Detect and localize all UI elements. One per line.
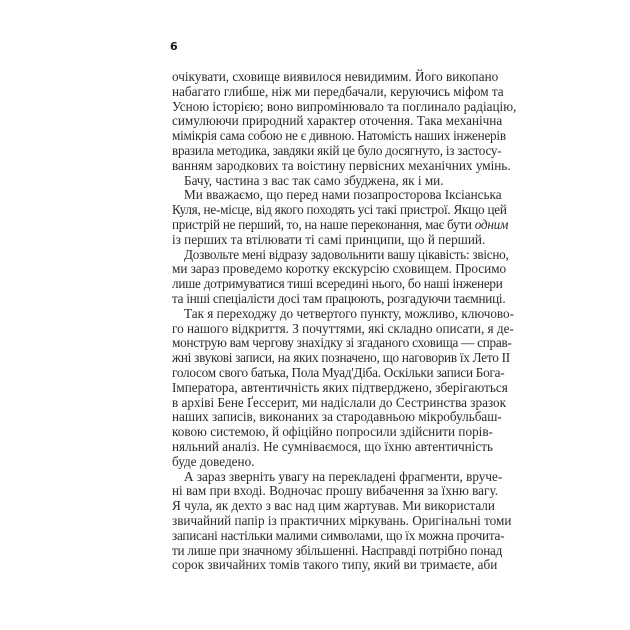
text-line: в архіві Бене Ґессерит, ми надіслали до Сестринства зразок <box>172 394 507 410</box>
text-line-segment: пристрій не перший, то, на наше переконання, має бути <box>172 216 475 232</box>
text-line: ми зараз проведемо коротку екскурсію сховищем. Просимо <box>172 261 507 277</box>
text-line: Дозвольте мені відразу задовольнити вашу цікавість: звісно, <box>184 246 509 262</box>
text-line: ковою системою, й офіційно попросили здійснити порів- <box>172 424 493 440</box>
text-line: записані настільки малими символами, що їх можна прочита- <box>172 527 505 543</box>
text-line: набагато глибше, ніж ми передбачали, керуючись міфом та <box>172 83 504 99</box>
text-line: мімікрія сама собою не є дивною. Натомість наших інженерів <box>172 128 506 144</box>
text-line: ти лише при значному збільшенні. Насправді потрібно понад <box>172 542 503 558</box>
text-line: симулюючи природний характер оточення. Така механічна <box>172 113 503 129</box>
text-line: монструю вам чергову знахідку зі згаданого сховища — справ- <box>172 335 512 351</box>
text-line: із перших та втілювати ті самі принципи, що й перший. <box>172 231 486 247</box>
text-line: звичайний папір із практичних міркувань. Оригінальні томи <box>172 512 512 528</box>
text-line: Імператора, автентичність яких підтверджено, зберігаються <box>172 379 508 395</box>
text-line: Так я переходжу до четвертого пункту, можливо, ключово- <box>184 305 515 321</box>
text-line: вразила методика, завдяки якій це було досягнуто, із застосу- <box>172 142 502 158</box>
text-line: ні вам при вході. Водночас прошу вибачення за їхню вагу. <box>172 483 499 499</box>
text-line: буде доведено. <box>172 453 255 469</box>
text-line: Ми вважаємо, що перед нами позапросторова Іксіанська <box>184 187 502 203</box>
text-line: наших записів, виконаних за стародавньою мікробульбаш- <box>172 409 502 425</box>
text-line: Я чула, як дехто з вас над цим жартував. Ми використали <box>172 498 495 514</box>
body-text <box>172 69 517 573</box>
emphasized-word: одним <box>474 216 509 232</box>
text-line: сорок звичайних томів такого типу, який ви тримаєте, аби <box>172 557 498 573</box>
text-line: жні звукові записи, на яких позначено, що наговорив їх Лето II <box>172 350 510 366</box>
text-line: лише дотримуватися тиші всередині нього, бо наші інженери <box>172 276 503 292</box>
page-number: 6 <box>170 40 178 53</box>
text-line: Усною історією; воно випромінювало та поглинало радіацію, <box>172 98 517 114</box>
text-line: голосом свого батька, Пола Муад'Діба. Оскільки записи Бога- <box>172 364 505 380</box>
text-line: Куля, не-місце, від якого походять усі такі пристрої. Якщо цей <box>172 202 507 218</box>
text-line <box>172 216 509 233</box>
text-line: ванням зародкових та воістину первісних механічних умінь. <box>172 157 511 173</box>
text-line: та інші спеціалісти досі там працюють, розгадуючи таємниці. <box>172 290 506 306</box>
text-line: Бачу, частина з вас так само збуджена, як і ми. <box>184 172 444 188</box>
text-line: очікувати, сховище виявилося невидимим. Його викопано <box>172 69 499 84</box>
text-line: няльний аналіз. Не сумніваємося, що їхню автентичність <box>172 438 494 454</box>
text-line: А зараз зверніть увагу на перекладені фрагменти, вруче- <box>184 468 503 484</box>
text-line: го нашого відкриття. З почуттями, які складно описати, я де- <box>172 320 514 336</box>
